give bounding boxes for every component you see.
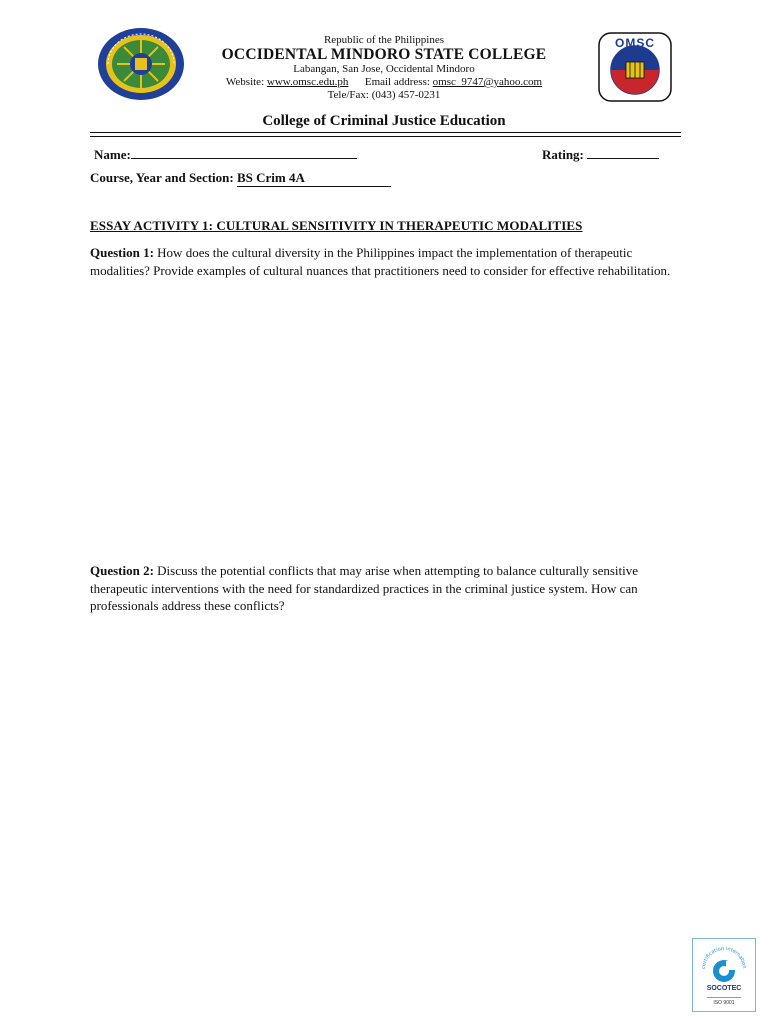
- department-title: College of Criminal Justice Education: [262, 113, 506, 129]
- course-label: Course, Year and Section:: [90, 170, 234, 185]
- name-label: Name:: [94, 147, 131, 162]
- question-1-label: Question 1:: [90, 245, 154, 260]
- website-link[interactable]: www.omsc.edu.ph: [266, 76, 349, 88]
- question-2-label: Question 2:: [90, 563, 154, 578]
- socotec-brand: SOCOTEC: [706, 985, 742, 992]
- contact-line: [0, 76, 768, 89]
- cert-arc-text: certification internation: [700, 945, 748, 970]
- name-input-line[interactable]: [131, 158, 357, 159]
- rating-input-line[interactable]: [587, 158, 659, 159]
- email-label: Email address:: [364, 76, 430, 88]
- college-name: OCCIDENTAL MINDORO STATE COLLEGE: [221, 46, 547, 63]
- socotec-certification-badge: [692, 938, 756, 1012]
- website-label: Website:: [225, 76, 265, 88]
- question-1-text: How does the cultural diversity in the Philippines impact the implementation of therapeutic modalities? Provide examples of cultural nuances that practitioners need to consider for effective rehabilitation.: [90, 245, 671, 278]
- name-field: [94, 147, 357, 163]
- question-2-text: Discuss the potential conflicts that may arise when attempting to balance culturally sensitive therapeutic interventions with the need for standardized practices in the criminal justice system. How can professionals address these conflicts?: [90, 563, 639, 613]
- rating-field: [542, 147, 659, 163]
- course-value: BS Crim 4A: [236, 170, 305, 185]
- rating-label: Rating:: [542, 147, 584, 162]
- course-field: [90, 170, 391, 187]
- header-divider-bottom: [90, 136, 681, 137]
- header-divider-top: [90, 132, 681, 133]
- iso-standard: ISO 9001: [707, 997, 741, 1006]
- email-link[interactable]: omsc_9747@yahoo.com: [432, 76, 543, 88]
- activity-title: ESSAY ACTIVITY 1: CULTURAL SENSITIVITY IN THERAPEUTIC MODALITIES: [90, 218, 583, 233]
- omsc-logo-text: OMSC: [615, 36, 655, 50]
- course-input-line[interactable]: [237, 170, 391, 187]
- question-1: [90, 244, 680, 279]
- republic-line: Republic of the Philippines: [323, 34, 445, 46]
- college-address: Labangan, San Jose, Occidental Mindoro: [293, 63, 475, 75]
- question-2: [90, 562, 680, 615]
- telefax-line: Tele/Fax: (043) 457-0231: [327, 89, 441, 101]
